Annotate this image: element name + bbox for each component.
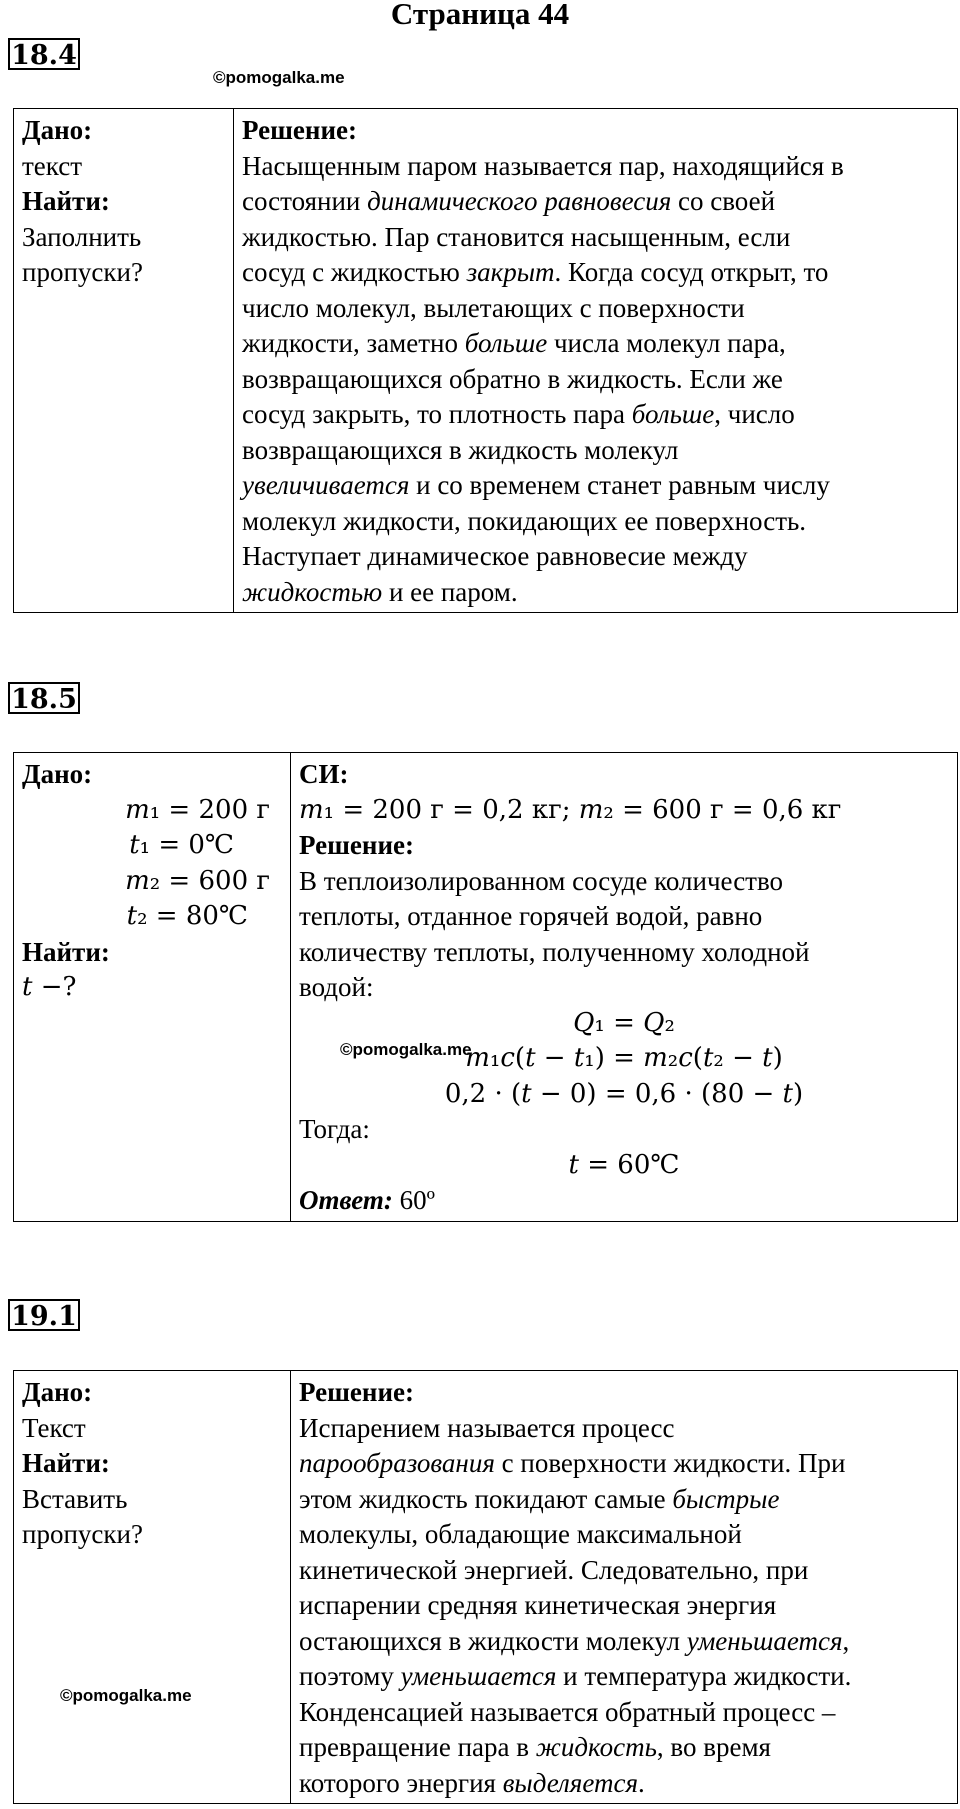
find-label: Найти:: [22, 1448, 110, 1478]
italic-term: динамического равновесия: [367, 186, 672, 216]
given-cell: [14, 109, 234, 613]
italic-term: быстрые: [672, 1483, 780, 1514]
solution-label: Решение:: [242, 115, 357, 145]
text-line: возвращающихся в жидкость молекул: [242, 434, 679, 465]
solution-cell: [291, 1371, 958, 1804]
given-label: Дано:: [22, 1377, 93, 1407]
text-line: В теплоизолированном сосуде количество: [299, 865, 784, 896]
italic-term: уменьшается: [686, 1625, 843, 1656]
italic-term: больше: [464, 328, 548, 358]
find-text: пропуски?: [22, 257, 143, 287]
text-line: количеству теплоты, полученному холодной: [299, 936, 810, 967]
italic-term: закрыт: [466, 257, 555, 287]
watermark: ©pomogalka.me: [60, 1686, 192, 1705]
given-m2: 𝑚₂ = 600 г: [125, 865, 270, 896]
text-line: число молекул, вылетающих с поверхности: [242, 292, 745, 323]
task-number-18-4: 18.4: [8, 38, 80, 70]
answer-label: Ответ:: [299, 1185, 393, 1215]
task-number-19-1: 19.1: [8, 1299, 80, 1331]
italic-term: выделяется: [502, 1767, 638, 1798]
text-line: водой:: [299, 972, 374, 1002]
italic-term: жидкостью: [242, 576, 383, 607]
solution-cell: [291, 753, 958, 1222]
text-line: увеличивается и со временем станет равным числу: [242, 470, 830, 500]
equation-numeric: 0,2 · (𝑡 − 0) = 0,6 · (80 − 𝑡): [444, 1078, 804, 1109]
given-m1: 𝑚₁ = 200 г: [125, 794, 270, 825]
italic-term: парообразования: [299, 1448, 495, 1478]
given-label: Дано:: [22, 759, 93, 789]
watermark: ©pomogalka.me: [213, 68, 345, 87]
find-text: Вставить: [22, 1483, 128, 1514]
given-text: текст: [22, 150, 83, 181]
si-text: 𝑚₁ = 200 г = 0,2 кг; 𝑚₂ = 600 г = 0,6 кг: [299, 794, 842, 825]
text-line: испарении средняя кинетическая энергия: [299, 1590, 777, 1620]
equation-heat-balance: 𝑄₁ = 𝑄₂: [573, 1007, 675, 1038]
find-text: Заполнить: [22, 221, 142, 252]
text-line: парообразования с поверхности жидкости. При: [299, 1448, 846, 1478]
text-line: поэтому уменьшается и температура жидкости.: [299, 1661, 852, 1691]
text-line: сосуд закрыть, то плотность пара больше, число: [242, 399, 795, 429]
text-line: сосуд с жидкостью закрыт. Когда сосуд открыт, то: [242, 257, 829, 287]
si-label: СИ:: [299, 759, 349, 789]
text-line: жидкости, заметно больше числа молекул пара,: [242, 328, 786, 358]
text-line: остающихся в жидкости молекул уменьшается,: [299, 1625, 850, 1656]
find-label: Найти:: [22, 186, 110, 216]
solution-label: Решение:: [299, 1377, 414, 1407]
page-title: Страница 44: [390, 0, 570, 31]
italic-term: увеличивается: [242, 470, 410, 500]
given-t1: 𝑡₁ = 0℃: [129, 830, 234, 860]
text-line: которого энергия выделяется.: [299, 1767, 645, 1798]
text-line: Тогда:: [299, 1114, 370, 1144]
text-line: жидкостью. Пар становится насыщенным, если: [242, 221, 791, 252]
text-line: этом жидкость покидают самые быстрые: [299, 1483, 780, 1514]
solution-label: Решение:: [299, 830, 414, 860]
task-18-5-table: [13, 752, 958, 1222]
text-line: превращение пара в жидкость, во время: [299, 1732, 771, 1762]
italic-term: жидкость: [535, 1732, 657, 1762]
answer-value: 60º: [392, 1185, 435, 1215]
find-label: Найти:: [22, 936, 110, 967]
equation-expanded: 𝑚₁𝑐(𝑡 − 𝑡₁) = 𝑚₂𝑐(𝑡₂ − 𝑡): [465, 1043, 783, 1073]
text-line: Насыщенным паром называется пар, находящийся в: [242, 150, 844, 181]
text-line: кинетической энергией. Следовательно, при: [299, 1554, 809, 1585]
equation-result: 𝑡 = 60℃: [568, 1149, 680, 1180]
given-label: Дано:: [22, 115, 93, 145]
given-t2: 𝑡₂ = 80℃: [126, 901, 248, 931]
text-line: молекул жидкости, покидающих ее поверхность.: [242, 505, 807, 536]
text-line: Испарением называется процесс: [299, 1412, 675, 1443]
watermark: ©pomogalka.me: [340, 1040, 472, 1059]
find-text: 𝑡 −?: [22, 972, 77, 1002]
text-line: состоянии динамического равновесия со своей: [242, 186, 776, 216]
italic-term: уменьшается: [400, 1661, 557, 1691]
italic-term: больше: [631, 399, 715, 429]
text-line: возвращающихся обратно в жидкость. Если же: [242, 363, 783, 394]
text-line: молекулы, обладающие максимальной: [299, 1519, 742, 1549]
text-line: Наступает динамическое равновесие между: [242, 541, 748, 571]
text-line: жидкостью и ее паром.: [242, 576, 518, 607]
text-line: теплоты, отданное горячей водой, равно: [299, 901, 763, 931]
given-text: Текст: [22, 1412, 86, 1443]
task-18-4-table: [13, 108, 958, 613]
given-cell: [14, 753, 291, 1222]
task-number-18-5: 18.5: [8, 682, 80, 714]
text-line: Конденсацией называется обратный процесс –: [299, 1696, 836, 1727]
task-19-1-table: [13, 1370, 958, 1804]
solution-cell: [234, 109, 958, 613]
find-text: пропуски?: [22, 1519, 143, 1549]
answer-line: [299, 1183, 949, 1219]
given-cell: [14, 1371, 291, 1804]
